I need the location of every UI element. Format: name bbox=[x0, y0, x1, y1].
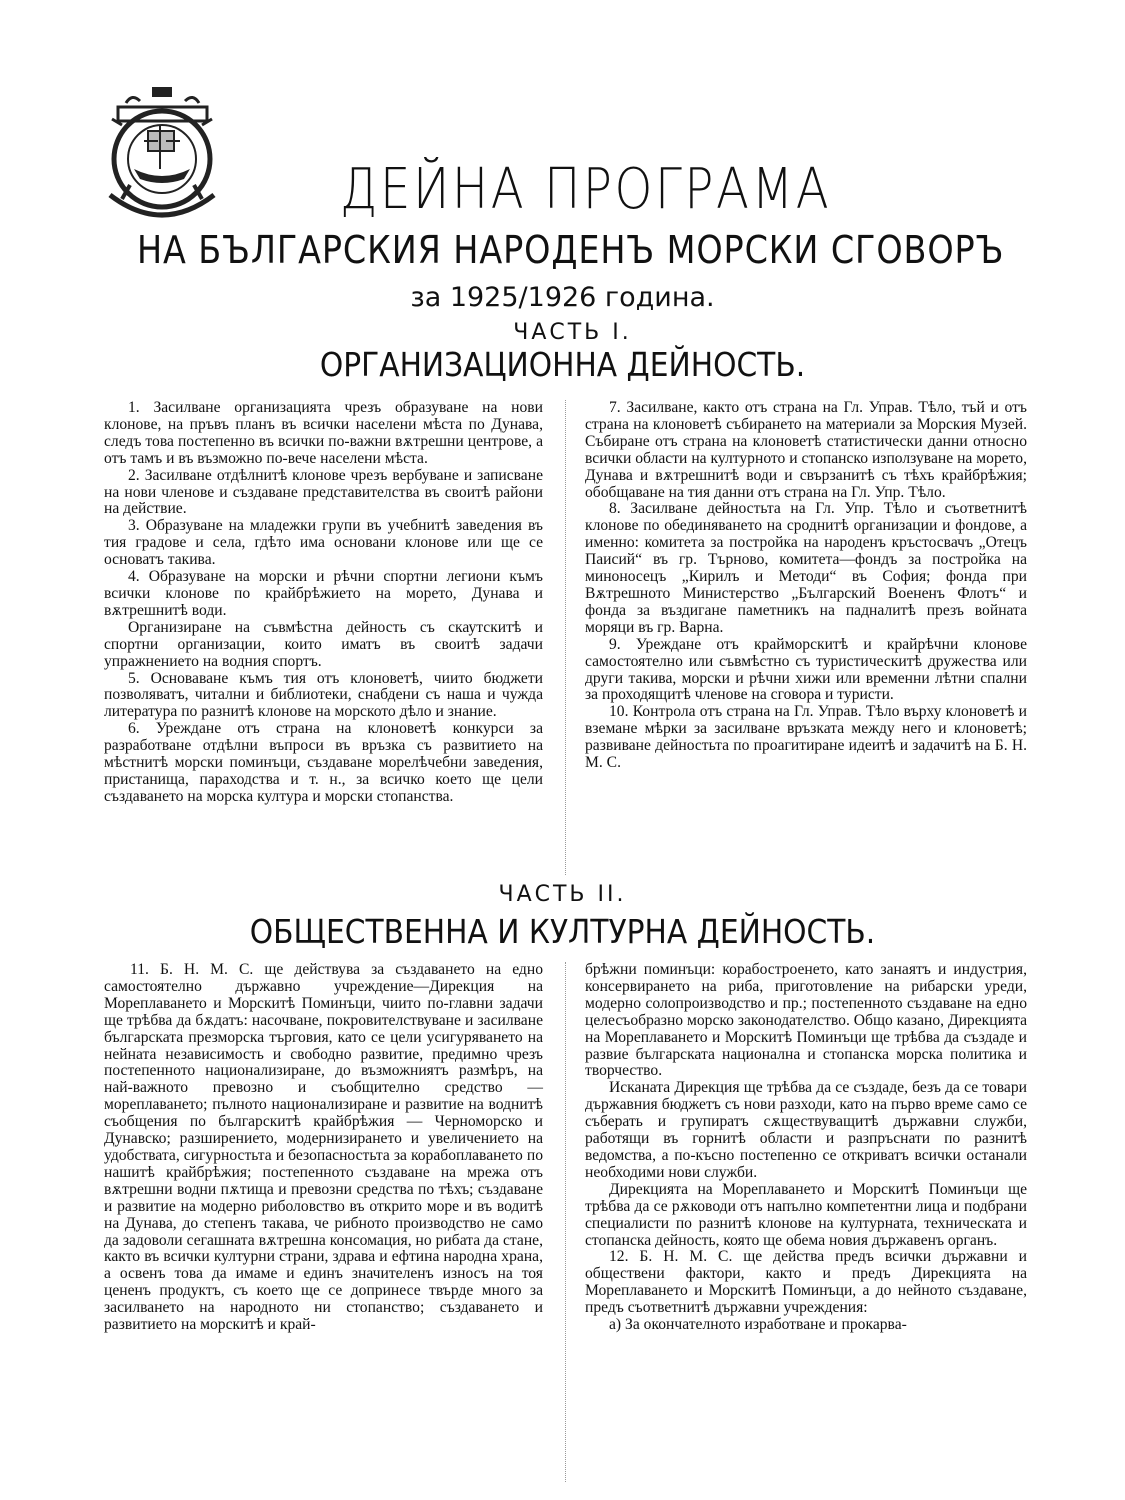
paragraph: 8. Засилване дейностьта на Гл. Упр. Тѣло и съответнитѣ клонове по обединяването на сроднитѣ организации и фондове, а именно: комитета за постройка на народенъ кръстосвачъ „Отецъ Паисий“ въ гр. Търново, комитета—фондъ за постройка на миноносецъ „Кирилъ и Методи“ въ София; фонда при Вѫтрешното Министерство „Българский Воененъ Флотъ“ и фонда за въздигане паметникъ на падналитѣ презъ войната моряци въ гр. Варна. bbox=[585, 500, 1027, 636]
part1-label: ЧАСТЬ I. bbox=[513, 320, 632, 345]
paragraph: Дирекцията на Мореплаването и Морскитѣ Поминъци ще трѣбва да се рѫководи отъ напълно компетентни лица и подбрани специалисти по разнитѣ клонове на културната, техническата и стопанска дейность, която ще обема новия държавенъ органъ. bbox=[585, 1180, 1027, 1249]
paragraph: 6. Уреждане отъ страна на клоноветѣ конкурси за разработване отдѣлни въпроси въ връзка съ развитието на мѣстнитѣ морски поминъци, създаване морелѣчебни заведения, пристанища, параходства и т. н., за всичко което ще цели създаването на морска култура и морски стопанства. bbox=[104, 720, 543, 805]
column-divider bbox=[565, 962, 566, 1482]
paragraph: 4. Образуване на морски и рѣчни спортни легиони къмъ всички клонове по крайбрѣжието на морето, Дунава и вѫтрешнитѣ води. bbox=[104, 568, 543, 619]
year-line: за 1925/1926 година. bbox=[410, 282, 715, 313]
paragraph: 10. Контрола отъ страна на Гл. Управ. Тѣло върху клоноветѣ и вземане мѣрки за засилване връзката между него и клоноветѣ; развиване дейностьта по проагитиране идеитѣ и задачитѣ на Б. Н. М. С. bbox=[585, 703, 1027, 772]
society-emblem bbox=[100, 85, 225, 225]
paragraph: 1. Засилване организацията чрезъ образуване на нови клонове, на пръвъ планъ въ всички населени мѣста по Дунава, следъ това постепенно въ всички по-важни вѫтрешни центрове, а отъ тамъ и въ възможно по-вече населени мѣста. bbox=[104, 399, 543, 467]
paragraph: 2. Засилване отдѣлнитѣ клонове чрезъ вербуване и записване на нови членове и създаване представителства въ своитѣ райони на действие. bbox=[104, 466, 543, 518]
document-title: ДЕЙНА ПРОГРАМА bbox=[340, 157, 832, 222]
paragraph: Организиране на съвмѣстна дейность съ скаутскитѣ и спортни организации, които иматъ въ своитѣ задачи упражнението на водния спортъ. bbox=[104, 618, 543, 670]
paragraph: а) За окончателното изработване и прокарва- bbox=[609, 1316, 907, 1334]
part2-right-column bbox=[585, 962, 1027, 1334]
paragraph: Исканата Дирекция ще трѣбва да се създаде, безъ да се товари държавния бюджетъ съ нови разходи, като на първо време само се съберать и групиратъ сѫществуващитѣ държавни служби, работящи въ горнитѣ области и разпръснати по разнитѣ ведомства, а по-късно постепенно се откриватъ всички останали необходими нови служби. bbox=[585, 1079, 1027, 1181]
part1-left-column bbox=[104, 400, 543, 806]
paragraph: 7. Засилване, както отъ страна на Гл. Управ. Тѣло, тъй и отъ страна на клоноветѣ събирането на материали за Морския Музей. Събиране отъ страна на клоноветѣ статистически данни относно всички области на културното и стопанско използуване на морето, Дунава и вѫтрешнитѣ води и свързанитѣ съ тѣхъ крайбрѣжия; обобщаване на тия данни отъ страна на Гл. Упр. Тѣло. bbox=[585, 399, 1027, 501]
paragraph: 11. Б. Н. М. С. ще действува за създаването на едно самостоятелно държавно учреждение—Дирекция на Мореплаването и Морскитѣ Поминъци, чиито по-главни задачи ще трѣбва да бѫдатъ: насочване, покровителствуване и засилване българската презморска търговия, като се цели усигуряването на нейната независимость и свободно развитие, предимно чрезъ постепенното национализиране, до възможниятъ размѣръ, на най-важното превозно и съобщително средство — мореплаването; пълното национализиране и развитие на воднитѣ съобщения по българскитѣ крайбрѣжия — Черноморско и Дунавско; разширението, модернизирането и увеличението на удобствата, сигурностьта и безопасностьта за корабоплаването по нашитѣ крайбрѣжия; постепенното създаване на мрежа отъ вѫтрешни водни пѫтища и превозни средства по тѣхъ; създаване и развитие на модерно риболовство въ открито море и въ водитѣ на Дунава, до степенъ такава, че рибното производство не само да задоволи сегашната вѫтрешна консомация, но рибата да стане, както въ всички културни страни, здрава и ефтина народна храна, а освенъ това да имаме и единъ значителенъ износъ на тоя цененъ продуктъ, съ което ще се допринесе твърде много за засилването на народното ни стопанство; създаването и развитието на морскитѣ и край- bbox=[104, 961, 543, 1334]
part1-right-column bbox=[585, 400, 1027, 772]
column-divider bbox=[565, 400, 566, 875]
part2-label: ЧАСТЬ II. bbox=[498, 882, 627, 907]
document-subtitle: НА БЪЛГАРСКИЯ НАРОДЕНЪ МОРСКИ СГОВОРЪ bbox=[137, 228, 1005, 272]
paragraph: 12. Б. Н. М. С. ще действа предъ всички държавни и обществени фактори, както и предъ Дирекцията на Мореплаването и Морскитѣ Поминъци, а до нейното създаване, предъ съответнитѣ държавни учреждения: bbox=[585, 1248, 1027, 1317]
paragraph: 9. Уреждане отъ крайморскитѣ и крайрѣчни клонове самостоятелно или съвмѣстно съ туристическитѣ дружества или други такива, морски и рѣчни хижи или временни лѣтни спални за проходящитѣ членове на сговора и туристи. bbox=[585, 635, 1027, 704]
part2-heading: ОБЩЕСТВЕННА И КУЛТУРНА ДЕЙНОСТЬ. bbox=[249, 912, 876, 951]
paragraph: 5. Основаване къмъ тия отъ клоноветѣ, чиито бюджети позволяватъ, читални и библиотеки, снабдени съ наша и чужда литература по разнитѣ клонове на морското дѣло и знание. bbox=[104, 669, 543, 721]
anchor-ship-emblem-icon bbox=[100, 85, 225, 225]
paragraph: 3. Образуване на младежки групи въ учебнитѣ заведения въ тия градове и села, гдѣто има основани клонове или ще се основатъ такива. bbox=[104, 517, 543, 569]
paragraph: брѣжни поминъци: корабостроенето, като занаятъ и индустрия, консервирането на риба, приготовление на рибарски уреди, модерно солопроизводство и пр.; постепенното създаване на едно целесъобразно морско законодателство. Общо казано, Дирекцията на Мореплаването и Морскитѣ Поминъци ще трѣбва да създаде и развие българската национална и стопанска морска политика и творчество. bbox=[585, 961, 1028, 1080]
part2-left-column bbox=[104, 962, 543, 1334]
part1-heading: ОРГАНИЗАЦИОННА ДЕЙНОСТЬ. bbox=[319, 345, 806, 384]
